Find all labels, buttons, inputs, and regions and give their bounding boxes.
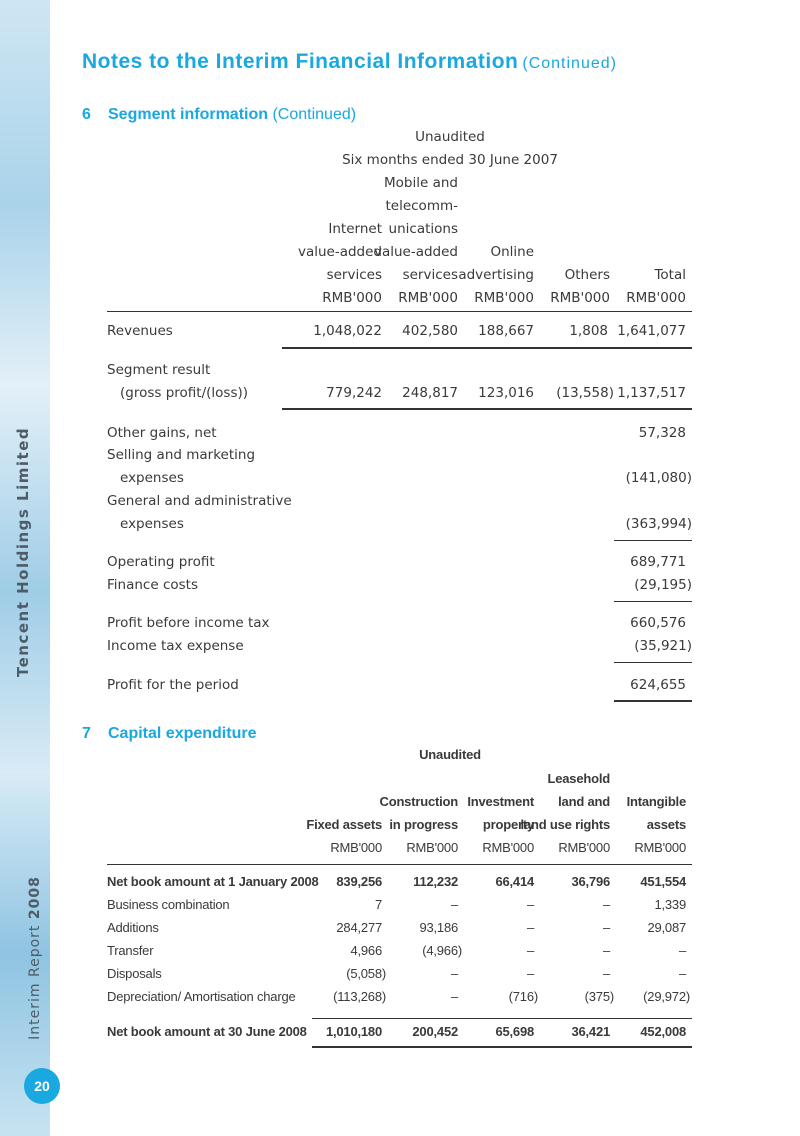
seg-col-others-1: Others — [564, 267, 610, 283]
section-number: 7 — [82, 725, 91, 742]
seg-col-mobile-1: Mobile and — [384, 175, 458, 191]
capex-cell: (113,268) — [333, 989, 386, 1004]
revenues-label: Revenues — [107, 323, 173, 339]
seg-col-mobile-2: telecomm- — [385, 198, 458, 214]
capex-row-label: Depreciation/ Amortisation charge — [107, 989, 296, 1004]
segment-result-online: 123,016 — [478, 385, 534, 401]
capex-cell: 7 — [374, 897, 382, 912]
capex-header-unaudited: Unaudited — [419, 747, 481, 762]
income-tax-label: Income tax expense — [107, 638, 244, 654]
segment-result-total: 1,137,517 — [617, 385, 686, 401]
income-tax-rule — [614, 662, 692, 663]
capex-cell: – — [602, 943, 610, 958]
capex-col-4-unit: RMB'000 — [634, 840, 686, 855]
segment-result-internet: 779,242 — [326, 385, 382, 401]
seg-col-total-1: Total — [654, 267, 686, 283]
seg-col-mobile-3: unications — [388, 221, 458, 237]
selling-label1: Selling and marketing — [107, 447, 256, 463]
capex-cell: 29,087 — [647, 920, 686, 935]
seg-col-mobile-4: value-added — [373, 244, 458, 260]
capex-col-1-line-0: Construction — [379, 794, 458, 809]
capex-cell: – — [450, 966, 458, 981]
capex-cell: – — [602, 897, 610, 912]
capex-cell: 1,339 — [654, 897, 686, 912]
seg-col-online-2: advertising — [458, 267, 534, 283]
revenues-total: 1,641,077 — [617, 323, 686, 339]
capex-cell: (375) — [584, 989, 614, 1004]
segment-result-rule — [282, 408, 692, 410]
title-continued: (Continued) — [522, 55, 617, 72]
capex-row-label: Disposals — [107, 966, 162, 981]
finance-costs-rule — [614, 601, 692, 602]
other-gains-value: 57,328 — [638, 425, 686, 441]
capex-cell: 452,008 — [640, 1024, 686, 1039]
other-gains-label: Other gains, net — [107, 425, 217, 441]
page-number-badge: 20 — [24, 1068, 60, 1104]
capex-cell: – — [526, 897, 534, 912]
section-6-heading — [82, 106, 356, 124]
revenues-others: 1,808 — [569, 323, 608, 339]
seg-col-mobile-unit: RMB'000 — [398, 290, 458, 306]
capex-col-2-line-1: property — [482, 817, 534, 832]
capex-cell: 4,966 — [350, 943, 382, 958]
capex-col-0-unit: RMB'000 — [330, 840, 382, 855]
section-number: 6 — [82, 106, 91, 123]
seg-col-internet-3: services — [326, 267, 382, 283]
selling-value: (141,080) — [625, 470, 692, 486]
capex-cell: – — [678, 966, 686, 981]
general-value: (363,994) — [625, 516, 692, 532]
general-rule — [614, 540, 692, 541]
capex-row-label: Net book amount at 30 June 2008 — [107, 1024, 307, 1039]
operating-profit-value: 689,771 — [630, 554, 686, 570]
report-year: 2008 — [27, 876, 43, 920]
capex-cell: 839,256 — [336, 874, 382, 889]
capex-row-label: Net book amount at 1 January 2008 — [107, 874, 319, 889]
seg-header-period: Six months ended 30 June 2007 — [342, 152, 558, 168]
capex-col-3-line-0: Leasehold — [547, 771, 610, 786]
capex-cell: (5,058) — [346, 966, 386, 981]
capex-col-4-line-1: assets — [646, 817, 686, 832]
capex-cell: 1,010,180 — [325, 1024, 382, 1039]
seg-col-online-1: Online — [490, 244, 534, 260]
section-name: Capital expenditure — [108, 725, 257, 742]
capex-cell: – — [526, 966, 534, 981]
capex-cell: (716) — [508, 989, 538, 1004]
capex-row-label: Additions — [107, 920, 159, 935]
capex-cell: (29,972) — [643, 989, 690, 1004]
capex-cell: – — [450, 897, 458, 912]
profit-before-tax-value: 660,576 — [630, 615, 686, 631]
capex-cell: 112,232 — [413, 874, 458, 889]
profit-before-tax-label: Profit before income tax — [107, 615, 270, 631]
sidebar-company-name: Tencent Holdings Limited — [14, 426, 32, 678]
seg-col-internet-unit: RMB'000 — [322, 290, 382, 306]
seg-col-mobile-5: services — [402, 267, 458, 283]
page-title — [82, 50, 617, 74]
capex-row-label: Business combination — [107, 897, 230, 912]
capex-cell: 93,186 — [419, 920, 458, 935]
revenues-internet: 1,048,022 — [313, 323, 382, 339]
report-label: Interim Report — [27, 924, 43, 1040]
capex-col-2-line-0: Investment — [467, 794, 534, 809]
revenues-rule — [282, 347, 692, 349]
capex-col-3-unit: RMB'000 — [558, 840, 610, 855]
capex-cell: – — [678, 943, 686, 958]
seg-col-online-unit: RMB'000 — [474, 290, 534, 306]
revenues-mobile: 402,580 — [402, 323, 458, 339]
income-tax-value: (35,921) — [634, 638, 692, 654]
segment-result-mobile: 248,817 — [402, 385, 458, 401]
capex-cell: – — [602, 966, 610, 981]
capex-total-bottom-rule — [312, 1046, 692, 1048]
capex-col-1-line-1: in progress — [389, 817, 458, 832]
capex-cell: 200,452 — [412, 1024, 458, 1039]
revenues-online: 188,667 — [478, 323, 534, 339]
capex-header-rule — [107, 864, 692, 865]
capex-cell: 66,414 — [495, 874, 534, 889]
general-label2: expenses — [120, 516, 184, 532]
capex-col-1-unit: RMB'000 — [406, 840, 458, 855]
seg-col-total-unit: RMB'000 — [626, 290, 686, 306]
finance-costs-value: (29,195) — [634, 577, 692, 593]
segment-result-label2: (gross profit/(loss)) — [120, 385, 249, 401]
capex-total-top-rule — [312, 1018, 692, 1019]
capex-cell: (4,966) — [422, 943, 462, 958]
seg-col-internet-2: value-added — [297, 244, 382, 260]
finance-costs-label: Finance costs — [107, 577, 198, 593]
section-continued: (Continued) — [272, 106, 357, 123]
sidebar-report-name — [27, 876, 43, 1040]
capex-cell: – — [526, 920, 534, 935]
selling-label2: expenses — [120, 470, 184, 486]
seg-header-rule — [107, 311, 692, 312]
profit-period-label: Profit for the period — [107, 677, 239, 693]
segment-result-label1: Segment result — [107, 362, 211, 378]
capex-col-4-line-0: Intangible — [626, 794, 686, 809]
capex-col-3-line-2: land use rights — [520, 817, 610, 832]
capex-cell: – — [526, 943, 534, 958]
capex-cell: 65,698 — [495, 1024, 534, 1039]
profit-period-value: 624,655 — [630, 677, 686, 693]
capex-cell: 36,796 — [571, 874, 610, 889]
capex-cell: 451,554 — [640, 874, 686, 889]
capex-cell: 36,421 — [571, 1024, 610, 1039]
seg-col-internet-1: Internet — [328, 221, 382, 237]
capex-cell: 284,277 — [336, 920, 382, 935]
title-main: Notes to the Interim Financial Information — [82, 50, 519, 73]
general-label1: General and administrative — [107, 493, 292, 509]
operating-profit-label: Operating profit — [107, 554, 215, 570]
seg-col-others-unit: RMB'000 — [550, 290, 610, 306]
capex-col-0-line-0: Fixed assets — [306, 817, 382, 832]
segment-result-others: (13,558) — [556, 385, 614, 401]
capex-cell: – — [602, 920, 610, 935]
capex-row-label: Transfer — [107, 943, 154, 958]
seg-header-unaudited: Unaudited — [415, 129, 485, 145]
capex-col-3-line-1: land and — [558, 794, 610, 809]
section-name: Segment information — [108, 106, 269, 123]
profit-period-rule — [614, 700, 692, 702]
section-7-heading — [82, 725, 256, 743]
capex-col-2-unit: RMB'000 — [482, 840, 534, 855]
capex-cell: – — [450, 989, 458, 1004]
